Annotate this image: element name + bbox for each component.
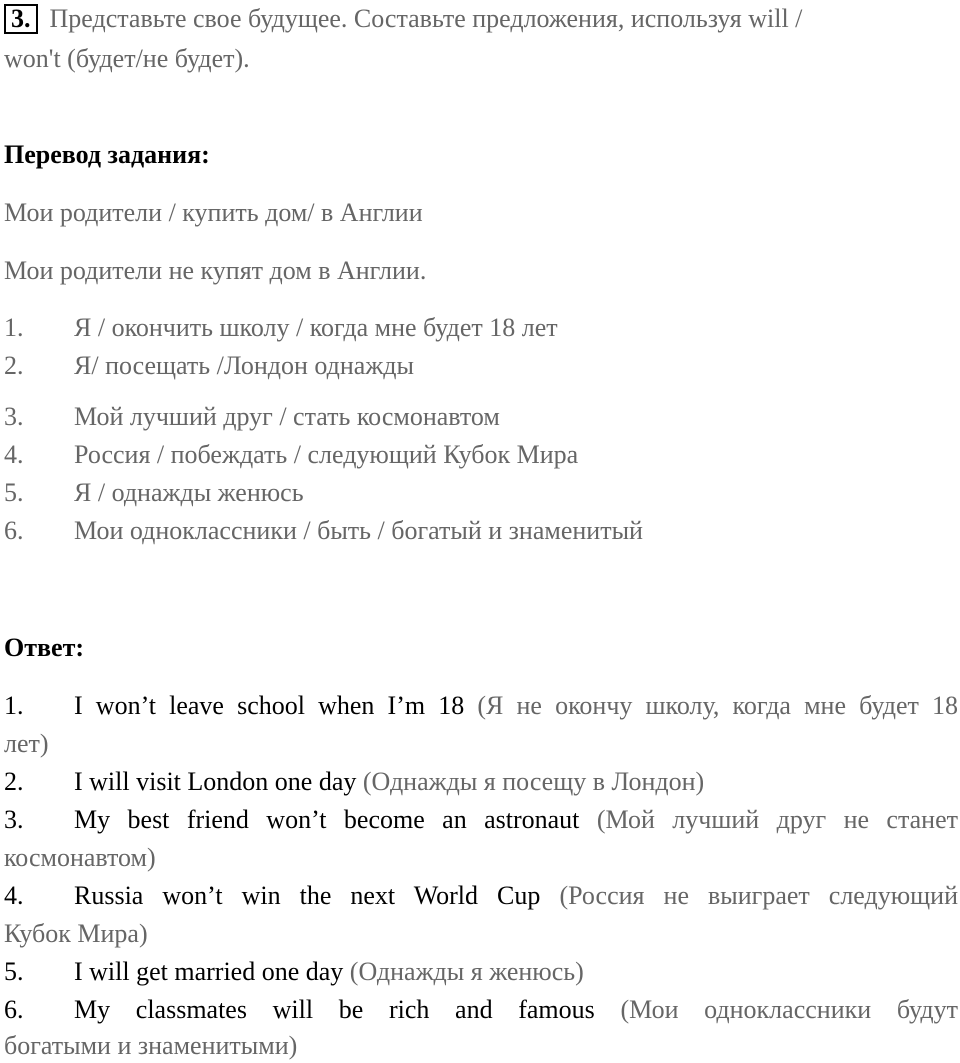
answer-translation-continued: богатыми и знаменитыми)	[4, 1031, 298, 1060]
translation-heading: Перевод задания:	[4, 140, 210, 169]
answer-item-1-line-1	[4, 691, 958, 721]
answer-item-3-line-1	[4, 805, 958, 835]
answer-heading: Ответ:	[4, 633, 85, 662]
answer-translation-continued: лет)	[4, 729, 49, 758]
item-text: Россия / побеждать / следующий Кубок Мира	[74, 440, 579, 469]
answer-translation: (Мой лучший друг не станет	[596, 805, 959, 834]
translation-item	[4, 440, 578, 470]
item-text: Я / однажды женюсь	[74, 478, 304, 507]
answer-translation: (Однажды я посещу в Лондон)	[362, 767, 705, 796]
task-text-line-2: won't (будет/не будет).	[4, 44, 250, 73]
answer-item-6-line-1	[4, 995, 958, 1025]
translation-item	[4, 402, 500, 432]
item-number: 6.	[4, 516, 24, 545]
item-number: 5.	[4, 478, 24, 507]
translation-item	[4, 478, 304, 508]
answer-translation: (Я не окончу школу, когда мне будет 18	[477, 691, 959, 720]
answer-translation: (Однажды я женюсь)	[349, 957, 584, 986]
item-text: Я / окончить школу / когда мне будет 18 лет	[74, 313, 558, 342]
item-number: 2.	[4, 767, 24, 796]
task-text-line-1: Представьте свое будущее. Составьте предложения, используя will /	[49, 4, 803, 33]
answer-english: I will get married one day	[74, 957, 344, 986]
item-text: Мой лучший друг / стать космонавтом	[74, 402, 500, 431]
answer-translation: (Мои одноклассники будут	[620, 995, 959, 1024]
translation-item	[4, 351, 414, 381]
task-number-box: 3.	[4, 4, 38, 34]
example-prompt: Мои родители / купить дом/ в Англии	[4, 198, 423, 227]
translation-item	[4, 313, 558, 343]
item-number: 3.	[4, 805, 24, 834]
item-number: 3.	[4, 402, 24, 431]
example-answer: Мои родители не купят дом в Англии.	[4, 256, 427, 285]
answer-english: I will visit London one day	[74, 767, 357, 796]
answer-english: My classmates will be rich and famous	[74, 995, 595, 1024]
answer-translation-continued: Кубок Мира)	[4, 919, 148, 948]
answer-english: Russia won’t win the next World Cup	[74, 881, 541, 910]
item-number: 1.	[4, 313, 24, 342]
item-text: Я/ посещать /Лондон однажды	[74, 351, 414, 380]
answer-translation: (Россия не выиграет следующий	[559, 881, 959, 910]
item-text: Мои одноклассники / быть / богатый и знаменитый	[74, 516, 643, 545]
answer-item-4-line-1	[4, 881, 958, 911]
item-number: 6.	[4, 995, 24, 1024]
answer-item-5	[4, 957, 584, 987]
answer-item-2	[4, 767, 704, 797]
task-statement-line-1	[4, 4, 802, 34]
item-number: 4.	[4, 440, 24, 469]
answer-english: I won’t leave school when I’m 18	[74, 691, 465, 720]
item-number: 2.	[4, 351, 24, 380]
answer-english: My best friend won’t become an astronaut	[74, 805, 580, 834]
item-number: 5.	[4, 957, 24, 986]
item-number: 4.	[4, 881, 24, 910]
item-number: 1.	[4, 691, 24, 720]
translation-item	[4, 516, 643, 546]
answer-translation-continued: космонавтом)	[4, 843, 156, 872]
